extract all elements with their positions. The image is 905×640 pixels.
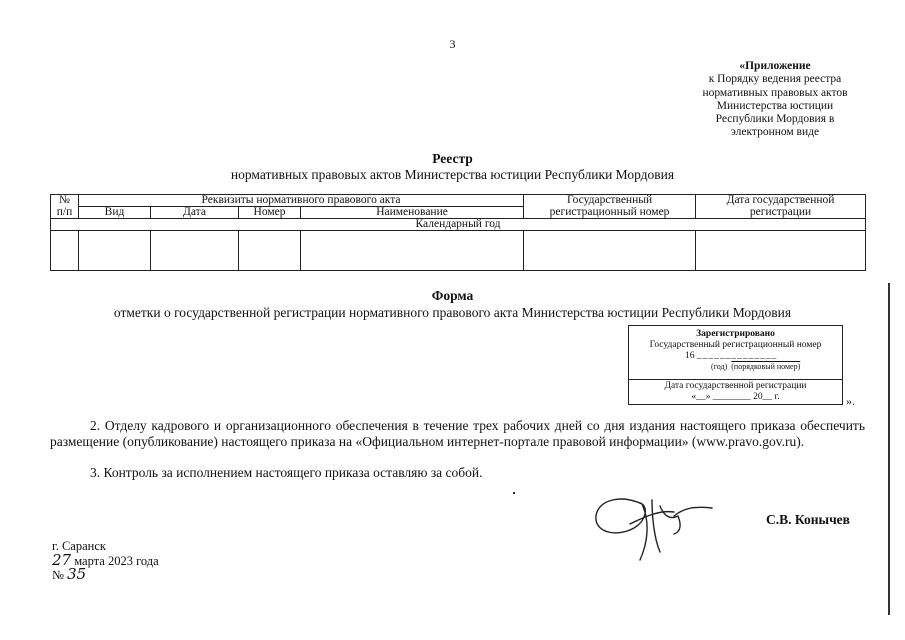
signature-image [590,486,720,566]
stamp-blank: ______________ [696,351,778,361]
paragraph-3 [50,465,865,481]
header-num-2: п/п [51,207,79,219]
stamp-top [629,329,842,380]
registry-title: Реестр [432,151,473,166]
empty-cell [79,231,151,271]
city: г. Саранск [52,539,106,553]
stamp-registered: Зарегистрировано [696,329,775,339]
scan-edge-line [888,283,890,615]
scan-dot [513,492,515,494]
calendar-year-row: Календарный год [51,219,866,231]
empty-cell [524,231,696,271]
appendix-line-5: Республики Мордовия в [715,113,835,126]
registry-table [50,194,866,271]
stamp-date-blank: «__» ________ 20__ г. [691,392,780,402]
empty-cell [696,231,866,271]
number-line [52,565,159,583]
empty-cell [51,231,79,271]
signer-name: С.В. Конычев [766,512,850,527]
appendix-header [680,60,870,140]
empty-cell [151,231,239,271]
header-name: Наименование [301,207,524,219]
quote-end: ». [846,394,855,408]
paragraph-2-text: 2. Отделу кадрового и организационного обеспечения в течение трех рабочих дней со дня издания настоящего приказа обеспечить размещение (опубликование) настоящего приказа на «Официальном интернет-портале правовой информации» (www.pravo.gov.ru). [50,418,865,449]
appendix-line-3: нормативных правовых актов [702,86,848,99]
registration-stamp [628,325,843,405]
stamp-serial-hint: (порядковый номер) [731,362,801,371]
header-reg-number: Государственный [524,195,696,207]
appendix-line-2: к Порядку ведения реестра [708,73,842,86]
stamp-hints [629,362,842,371]
stamp-date-label: Дата государственной регистрации [664,381,807,391]
stamp-reg-number-label: Государственный регистрационный номер [649,340,822,350]
header-number: Номер [239,207,301,219]
appendix-line-4: Министерства юстиции [716,99,834,112]
form-subtitle: отметки о государственной регистрации нормативного правового акта Министерства юстиции Республики Мордовия [113,305,792,320]
handwritten-number: 35 [67,565,87,583]
form-title: Форма [431,288,474,303]
registry-subtitle: нормативных правовых актов Министерства юстиции Республики Мордовия [230,167,675,182]
stamp-bottom [629,381,842,403]
empty-cell [301,231,524,271]
empty-cell [239,231,301,271]
stamp-year-hint: (год) [711,362,728,371]
header-reg-number-2: регистрационный номер [524,207,696,219]
header-reg-date-2: регистрации [696,207,866,219]
header-kind: Вид [79,207,151,219]
stamp-prefix: 16 [685,351,695,361]
footer-block [52,540,159,583]
header-reg-date: Дата государственной [696,195,866,207]
handwritten-day: 27 [52,550,72,569]
header-requisites: Реквизиты нормативного правового акта [79,195,524,207]
paragraph-2 [50,418,865,450]
header-num: № [51,195,79,207]
date-rest: марта 2023 года [74,553,159,568]
header-date: Дата [151,207,239,219]
number-label: № [52,568,64,582]
appendix-line-6: электронном виде [730,126,820,139]
stamp-number-line [629,351,842,362]
page-number: 3 [449,37,456,51]
appendix-line-1: «Приложение [739,60,811,72]
paragraph-3-text: 3. Контроль за исполнением настоящего приказа оставляю за собой. [90,465,483,480]
